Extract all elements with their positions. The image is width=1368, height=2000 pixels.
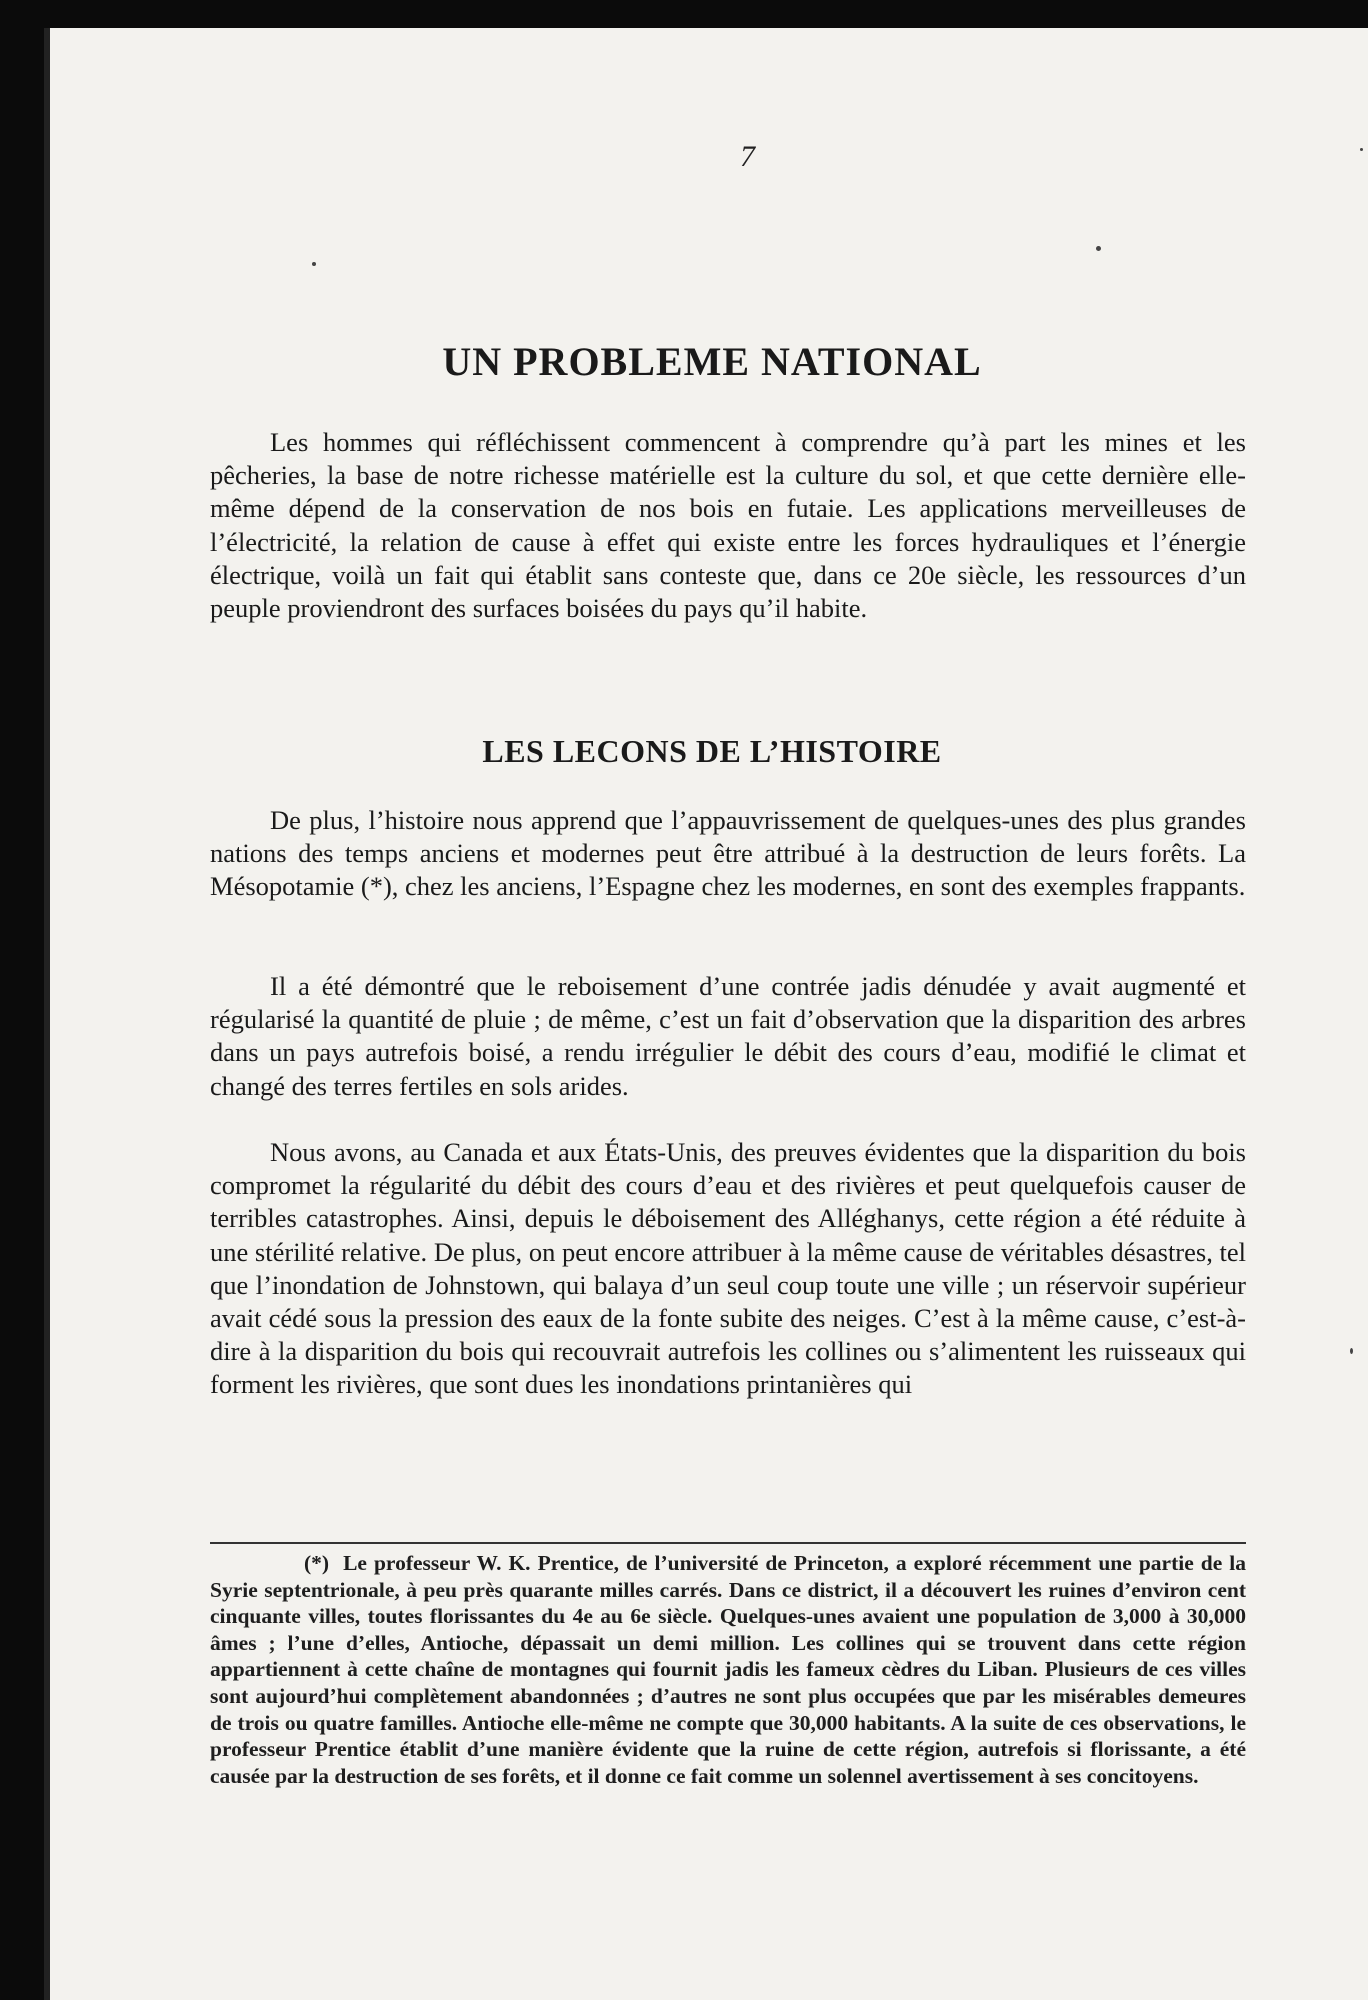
body-paragraph: Nous avons, au Canada et aux États-Unis, des preuves évidentes que la disparition du bois compromet la régularité du débit des cours d’eau et des rivières et peut quelquefois causer de terribles catastrophes. Ainsi, depuis le déboisement des Alléghanys, cette région a été réduite à une stérilité relative. De plus, on peut encore attribuer à la même cause de véritables désastres, tel que l’inondation de Johnstown, qui balaya d’un seul coup toute une ville ; un réservoir supérieur avait cédé sous la pression des eaux de la fonte subite des neiges. C’est à la même cause, c’est-à-dire à la disparition du bois qui recouvrait autrefois les collines ou s’alimentent les ruisseaux qui forment les rivières, que sont dues les inondations printanières qui (210, 1137, 1246, 1400)
page-number: 7 (740, 140, 755, 173)
body-paragraph: De plus, l’histoire nous apprend que l’appauvrissement de quelques-unes des plus grandes nations des temps anciens et modernes peut être attribué à la destruction de leurs forêts. La Mésopotamie (*), chez les anciens, l’Espagne chez les modernes, en sont des exemples frappants. (210, 805, 1246, 902)
scan-speck (1350, 1348, 1353, 1354)
footnote-divider (210, 1542, 1246, 1544)
body-paragraph: Il a été démontré que le reboisement d’une contrée jadis dénudée y avait augmenté et régularisé la quantité de pluie ; de même, c’est un fait d’observation que la disparition des arbres dans un pays autrefois boisé, a rendu irrégulier le débit des cours d’eau, modifié le climat et changé des terres fertiles en sols arides. (210, 971, 1246, 1101)
section-title: LES LECONS DE L’HISTOIRE (482, 733, 942, 769)
intro-paragraph: Les hommes qui réfléchissent commencent à comprendre qu’à part les mines et les pêcheries, la base de notre richesse matérielle est la culture du sol, et que cette dernière elle-même dépend de la conservation de nos bois en futaie. Les applications merveilleuses de l’électricité, la relation de cause à effet qui existe entre les forces hydrauliques et l’énergie électrique, voilà un fait qui établit sans conteste que, dans ce 20e siècle, les ressources d’un peuple proviendront des surfaces boisées du pays qu’il habite. (210, 427, 1246, 624)
document-page (44, 28, 1368, 2000)
scan-speck (1360, 148, 1363, 151)
scan-speck (312, 262, 316, 266)
scan-speck (1096, 246, 1101, 251)
page-title: UN PROBLEME NATIONAL (442, 339, 982, 384)
footnote-text: Le professeur W. K. Prentice, de l’université de Princeton, a exploré récemment une partie de la Syrie septentrionale, à peu près quarante milles carrés. Dans ce district, il a découvert les ruines d’environ cent cinquante villes, toutes florissantes du 4e au 6e siècle. Quelques-unes avaient une population de 3,000 à 30,000 âmes ; l’une d’elles, Antioche, dépassait un demi million. Les collines qui se trouvent dans cette région appartiennent à cette chaîne de montagnes qui fournit jadis les fameux cèdres du Liban. Plusieurs de ces villes sont aujourd’hui complètement abandonnées ; d’autres ne sont plus occupées que par les misérables demeures de trois ou quatre familles. Antioche elle-même ne compte que 30,000 habitants. A la suite de ces observations, le professeur Prentice établit d’une manière évidente que la ruine de cette région, autrefois si florissante, a été causée par la destruction de ses forêts, et il donne ce fait comme un solennel avertissement à ses concitoyens. (210, 1551, 1246, 1788)
footnote-marker: (*) (304, 1551, 330, 1575)
footnote (210, 1550, 1246, 1789)
